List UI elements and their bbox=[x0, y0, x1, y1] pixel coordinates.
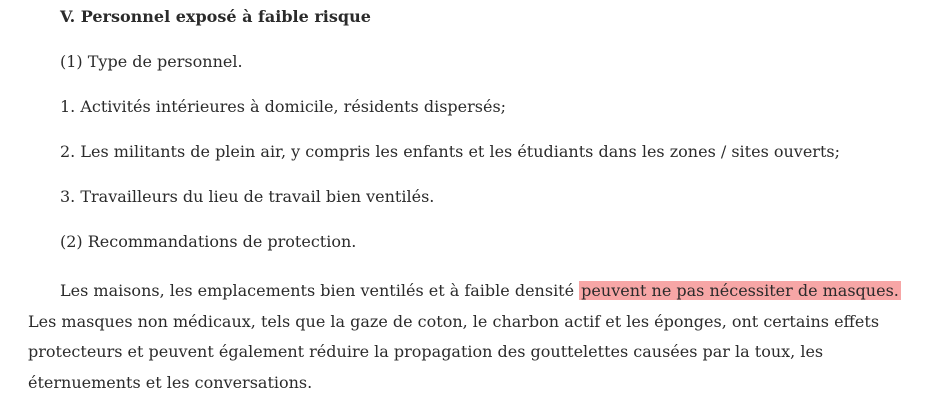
highlighted-text: peuvent ne pas nécessiter de masques. bbox=[581, 281, 899, 300]
paragraph-text-start: Les maisons, les emplacements bien ventilés et à faible densité bbox=[60, 281, 575, 300]
list-item: 2. Les militants de plein air, y compris les enfants et les étudiants dans les zones / sites ouverts; bbox=[60, 142, 840, 161]
type-label: (1) Type de personnel. bbox=[60, 52, 243, 71]
list-item: 3. Travailleurs du lieu de travail bien ventilés. bbox=[60, 187, 435, 206]
list-item: 1. Activités intérieures à domicile, résidents dispersés; bbox=[60, 97, 507, 116]
recommendation-label: (2) Recommandations de protection. bbox=[60, 232, 357, 251]
recommendation-paragraph bbox=[28, 276, 908, 398]
paragraph-text-end: Les masques non médicaux, tels que la gaze de coton, le charbon actif et les éponges, ont certains effets protecteurs et peuvent également réduire la propagation des gouttelettes causées par la toux, les éternuements et les conversations. bbox=[28, 311, 880, 392]
section-heading: V. Personnel exposé à faible risque bbox=[60, 7, 371, 26]
